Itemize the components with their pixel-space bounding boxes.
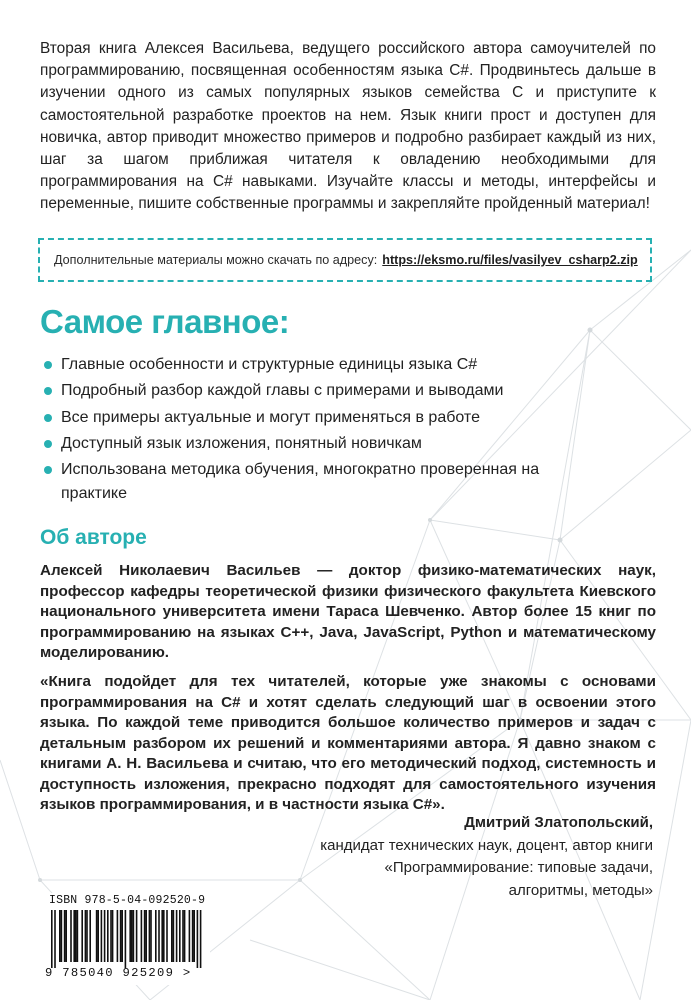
isbn-label: ISBN 978-5-04-092520-9 — [49, 894, 206, 907]
materials-box — [38, 238, 652, 282]
barcode-bar — [117, 910, 119, 962]
barcode-bar — [104, 910, 106, 962]
list-item: Подробный разбор каждой главы с примерами и выводами — [44, 379, 604, 403]
barcode-bar — [197, 910, 199, 968]
barcode-bar — [120, 910, 122, 962]
bullet-dot-icon — [44, 440, 52, 448]
barcode-bar — [192, 910, 194, 962]
barcode-bar — [81, 910, 83, 962]
barcode-bar — [64, 910, 66, 962]
barcode-bar — [171, 910, 173, 962]
intro-paragraph: Вторая книга Алексея Васильева, ведущего российского автора самоучителей по программированию, посвященная особенностям языка C#. Продвиньтесь дальше в изучении одного из самых популярных языков семейства С и приступите к самостоятельной разработке проектов на нем. Язык книги прост и доступен для новичка, автор приводит множество примеров и подробно разбирает каждый из них, шаг за шагом приближая читателя к овладению необходимыми для программирования на C# навыками. Изучайте классы и методы, интерфейсы и переменные, пишите собственные программы и закрепляйте пройденный материал! — [40, 40, 656, 213]
barcode-bar — [96, 910, 98, 962]
barcode-bar — [144, 910, 146, 962]
barcode-bar — [133, 910, 135, 962]
reviewer-credentials-line: «Программирование: типовые задачи, — [384, 859, 653, 876]
barcode-bar — [155, 910, 157, 962]
barcode-bar — [193, 910, 195, 962]
barcode-bar — [86, 910, 88, 962]
barcode-bar — [112, 910, 114, 962]
bullet-dot-icon — [44, 361, 52, 369]
barcode-bar — [59, 910, 61, 962]
barcode-bar — [149, 910, 151, 962]
author-heading: Об авторе — [40, 526, 147, 549]
barcode-bar — [89, 910, 91, 962]
barcode-bar — [182, 910, 184, 962]
barcode-bar — [166, 910, 168, 962]
barcode-bar — [121, 910, 123, 962]
barcode-bar — [85, 910, 87, 962]
barcode-bar — [131, 910, 133, 962]
barcode-bar — [189, 910, 191, 962]
list-item: Доступный язык изложения, понятный новичкам — [44, 432, 604, 456]
materials-text: Дополнительные материалы можно скачать по адресу: — [54, 253, 378, 267]
reviewer-name: Дмитрий Златопольский, — [464, 814, 653, 831]
barcode-bar — [173, 910, 175, 962]
barcode-bar — [200, 910, 202, 968]
barcode-bar — [158, 910, 160, 962]
barcode-bar — [107, 910, 109, 962]
barcode-bar — [184, 910, 186, 962]
barcode-bar — [129, 910, 131, 962]
bullet-dot-icon — [44, 387, 52, 395]
bullet-dot-icon — [44, 466, 52, 474]
barcode-bar — [150, 910, 152, 962]
barcode-bar — [65, 910, 67, 962]
list-item: Использована методика обучения, многократно проверенная на практике — [44, 458, 604, 506]
barcode-bar — [141, 910, 143, 962]
barcode-bar — [61, 910, 63, 962]
barcode-bar — [176, 910, 178, 962]
barcode-digits: 9 785040 925209 > — [45, 966, 192, 980]
isbn-barcode — [45, 893, 210, 985]
barcode-bar — [73, 910, 75, 962]
barcode-bars — [47, 910, 207, 968]
barcode-bar — [51, 910, 53, 968]
barcode-bar — [161, 910, 163, 962]
review-signature — [233, 812, 653, 902]
list-item: Главные особенности и структурные единицы языка C# — [44, 353, 604, 377]
barcode-bar — [136, 910, 138, 962]
barcode-bar — [77, 910, 79, 962]
highlights-heading: Самое главное: — [40, 303, 290, 340]
barcode-bar — [97, 910, 99, 962]
reviewer-credentials-line: алгоритмы, методы» — [508, 881, 653, 899]
barcode-bar — [125, 910, 127, 968]
barcode-bar — [54, 910, 56, 968]
barcode-bar — [145, 910, 147, 962]
highlights-list — [44, 353, 604, 508]
review-quote: «Книга подойдет для тех читателей, которые уже знакомы с основами программирования на C# и хотят сделать следующий шаг в освоении этого языка. По каждой теме приводится большое количество примеров и задач с детальным разбором их решений и комментариями автора. Я давно знаком с книгами А. Н. Васильева и считаю, что его методический подход, системность и доступность изложения, прекрасно подходят для самостоятельного изучения языков программирования, и в частности языка C#». — [40, 673, 656, 813]
author-bio: Алексей Николаевич Васильев — доктор физико-математических наук, профессор кафедры теоретической физики физического факультета Киевского национального университета имени Тараса Шевченко. Автор более 15 книг по программированию на языках С++, Java, JavaScript, Python и математическому моделированию. — [40, 562, 656, 661]
list-item: Все примеры актуальные и могут применяться в работе — [44, 406, 604, 430]
barcode-bar — [101, 910, 103, 962]
reviewer-credentials-line: кандидат технических наук, доцент, автор книги — [320, 836, 653, 854]
barcode-bar — [110, 910, 112, 962]
materials-link[interactable]: https://eksmo.ru/files/vasilyev_csharp2.zip — [382, 253, 638, 267]
barcode-bar — [179, 910, 181, 962]
barcode-bar — [75, 910, 77, 962]
barcode-bar — [163, 910, 165, 962]
barcode-bar — [70, 910, 72, 962]
bullet-dot-icon — [44, 414, 52, 422]
